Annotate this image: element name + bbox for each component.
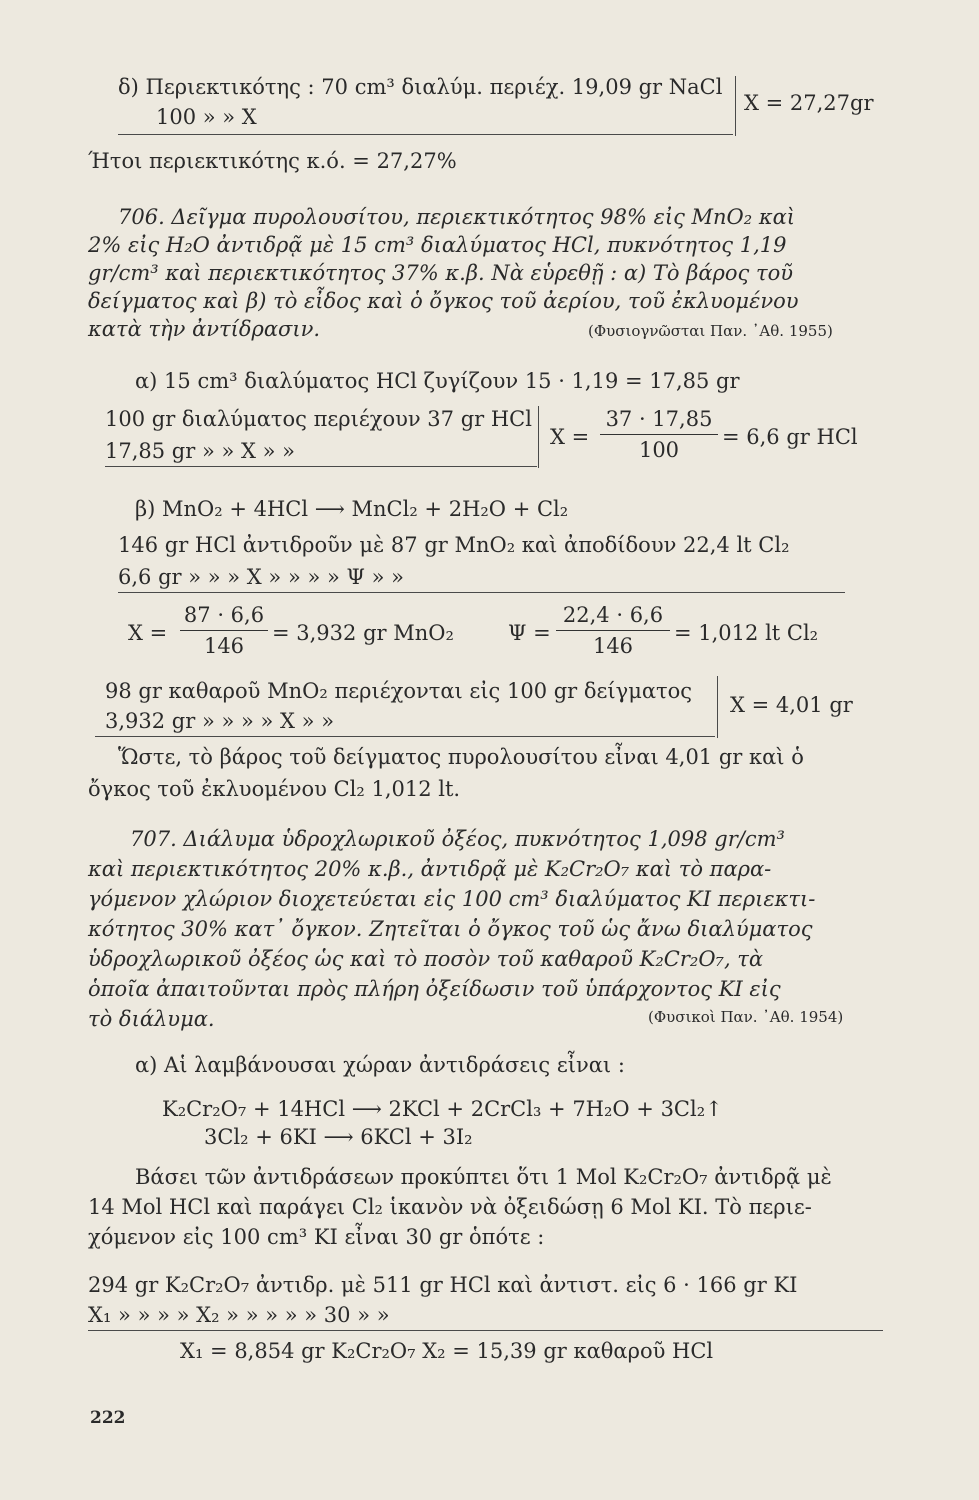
s706-x-eq: X = xyxy=(128,621,168,645)
s706-conclusion-line-1: Ὥστε, τὸ βάρος τοῦ δείγματος πυρολουσίτου εἶναι 4,01 gr καὶ ὁ xyxy=(118,745,804,769)
s706-a-line: α) 15 cm³ διαλύματος HCl ζυγίζουν 15 · 1,19 = 17,85 gr xyxy=(135,369,740,393)
s707-text-line-3: χόμενον εἰς 100 cm³ KI εἶναι 30 gr ὁπότε : xyxy=(88,1225,545,1249)
s706-p1-line-2: 17,85 gr » » X » » xyxy=(105,439,295,463)
s706-p1-result: = 6,6 gr HCl xyxy=(722,425,858,449)
p707-line-2: καὶ περιεκτικότητος 20% κ.β., ἀντιδρᾷ μὲ K₂Cr₂O₇ καὶ τὸ παρα- xyxy=(88,857,772,881)
s706-p1-xeq: X = xyxy=(550,425,590,449)
s706-psi-fraction-bar xyxy=(556,630,670,631)
s707-proportion-line-2: X₁ » » » » X₂ » » » » » 30 » » xyxy=(88,1303,390,1327)
p706-source: (Φυσιογνῶσται Παν. ᾿Αθ. 1955) xyxy=(588,322,833,340)
s706-b-line-2: 6,6 gr » » » X » » » » Ψ » » xyxy=(118,565,404,589)
s706-x-fraction-bar xyxy=(180,630,268,631)
p706-line-2: 2% εἰς H₂O ἀντιδρᾷ μὲ 15 cm³ διαλύματος HCl, πυκνότητος 1,19 xyxy=(88,233,787,257)
delta-conclusion: Ήτοι περιεκτικότης κ.ό. = 27,27% xyxy=(88,149,457,173)
s706-p2-rule xyxy=(95,736,715,737)
delta-rule xyxy=(118,134,733,135)
p707-line-1: 707. Διάλυμα ὑδροχλωρικοῦ ὀξέος, πυκνότητος 1,098 gr/cm³ xyxy=(130,827,785,851)
s706-b-reaction: β) MnO₂ + 4HCl ⟶ MnCl₂ + 2H₂O + Cl₂ xyxy=(135,497,569,521)
s707-reaction-1: K₂Cr₂O₇ + 14HCl ⟶ 2KCl + 2CrCl₃ + 7H₂O + 3Cl₂↑ xyxy=(162,1097,723,1121)
delta-vrule xyxy=(735,76,736,136)
s707-text-line-1: Βάσει τῶν ἀντιδράσεων προκύπτει ὅτι 1 Mol K₂Cr₂O₇ ἀντιδρᾷ μὲ xyxy=(135,1165,832,1189)
s706-p1-fraction-bar xyxy=(600,434,718,435)
s706-p1-vrule xyxy=(538,406,539,468)
s707-a-line: α) Αἱ λαμβάνουσαι χώραν ἀντιδράσεις εἶναι : xyxy=(135,1053,625,1077)
s706-b-rule xyxy=(118,592,845,593)
s707-proportion-rule xyxy=(88,1330,883,1331)
s706-p1-rule xyxy=(105,466,537,467)
s706-p2-line-1: 98 gr καθαροῦ MnO₂ περιέχονται εἰς 100 gr δείγματος xyxy=(105,679,693,703)
s706-p1-denominator: 100 xyxy=(638,438,680,462)
s707-reaction-2: 3Cl₂ + 6KI ⟶ 6KCl + 3I₂ xyxy=(204,1125,473,1149)
p707-line-5: ὑδροχλωρικοῦ ὀξέος ὡς καὶ τὸ ποσὸν τοῦ καθαροῦ K₂Cr₂O₇, τὰ xyxy=(88,947,764,971)
p707-line-7: τὸ διάλυμα. xyxy=(88,1007,215,1031)
delta-line-1: δ) Περιεκτικότης : 70 cm³ διαλύμ. περιέχ. 19,09 gr NaCl xyxy=(118,75,723,99)
p707-line-6: ὁποῖα ἀπαιτοῦνται πρὸς πλήρη ὀξείδωσιν τοῦ ὑπάρχοντος KI εἰς xyxy=(88,977,781,1001)
delta-result: X = 27,27gr xyxy=(744,91,874,115)
s706-x-fraction xyxy=(180,602,268,659)
s706-psi-denominator: 146 xyxy=(592,634,634,658)
s706-p2-result: X = 4,01 gr xyxy=(730,693,853,717)
s706-p1-fraction xyxy=(600,406,718,463)
s706-p2-vrule xyxy=(717,676,718,738)
p706-line-1: 706. Δεῖγμα πυρολουσίτου, περιεκτικότητος 98% εἰς MnO₂ καὶ xyxy=(118,205,796,229)
s706-p1-line-1: 100 gr διαλύματος περιέχουν 37 gr HCl xyxy=(105,407,532,431)
s706-x-numerator: 87 · 6,6 xyxy=(183,603,265,627)
delta-line-2: 100 » » X xyxy=(156,105,257,129)
s706-x-result: = 3,932 gr MnO₂ xyxy=(272,621,454,645)
p706-line-4: δείγματος καὶ β) τὸ εἶδος καὶ ὁ ὄγκος τοῦ ἀερίου, τοῦ ἐκλυομένου xyxy=(88,289,799,313)
s706-psi-fraction xyxy=(556,602,670,659)
p706-line-3: gr/cm³ καὶ περιεκτικότητος 37% κ.β. Νὰ εὑρεθῇ : α) Τὸ βάρος τοῦ xyxy=(88,261,794,285)
s707-text-line-2: 14 Mol HCl καὶ παράγει Cl₂ ἱκανὸν νὰ ὀξειδώσῃ 6 Mol KI. Τὸ περιε- xyxy=(88,1195,812,1219)
s706-b-line-1: 146 gr HCl ἀντιδροῦν μὲ 87 gr MnO₂ καὶ ἀποδίδουν 22,4 lt Cl₂ xyxy=(118,533,790,557)
s707-proportion-line-1: 294 gr K₂Cr₂O₇ ἀντιδρ. μὲ 511 gr HCl καὶ ἀντιστ. εἰς 6 · 166 gr KI xyxy=(88,1273,798,1297)
s706-psi-eq: Ψ = xyxy=(508,621,551,645)
s706-psi-result: = 1,012 lt Cl₂ xyxy=(674,621,819,645)
s707-result: X₁ = 8,854 gr K₂Cr₂O₇ X₂ = 15,39 gr καθαροῦ HCl xyxy=(180,1339,714,1363)
s706-psi-numerator: 22,4 · 6,6 xyxy=(562,603,664,627)
p707-line-4: κότητος 30% κατ᾽ ὄγκον. Ζητεῖται ὁ ὄγκος τοῦ ὡς ἄνω διαλύματος xyxy=(88,917,813,941)
p706-line-5: κατὰ τὴν ἀντίδρασιν. xyxy=(88,317,321,341)
s706-p1-numerator: 37 · 17,85 xyxy=(605,407,713,431)
s706-conclusion-line-2: ὄγκος τοῦ ἐκλυομένου Cl₂ 1,012 lt. xyxy=(88,777,461,801)
s706-x-denominator: 146 xyxy=(203,634,245,658)
s706-p2-line-2: 3,932 gr » » » » X » » xyxy=(105,709,335,733)
p707-line-3: γόμενον χλώριον διοχετεύεται εἰς 100 cm³ διαλύματος KI περιεκτι- xyxy=(88,887,816,911)
p707-source: (Φυσικοὶ Παν. ᾿Αθ. 1954) xyxy=(648,1008,844,1026)
page-number: 222 xyxy=(90,1408,126,1428)
